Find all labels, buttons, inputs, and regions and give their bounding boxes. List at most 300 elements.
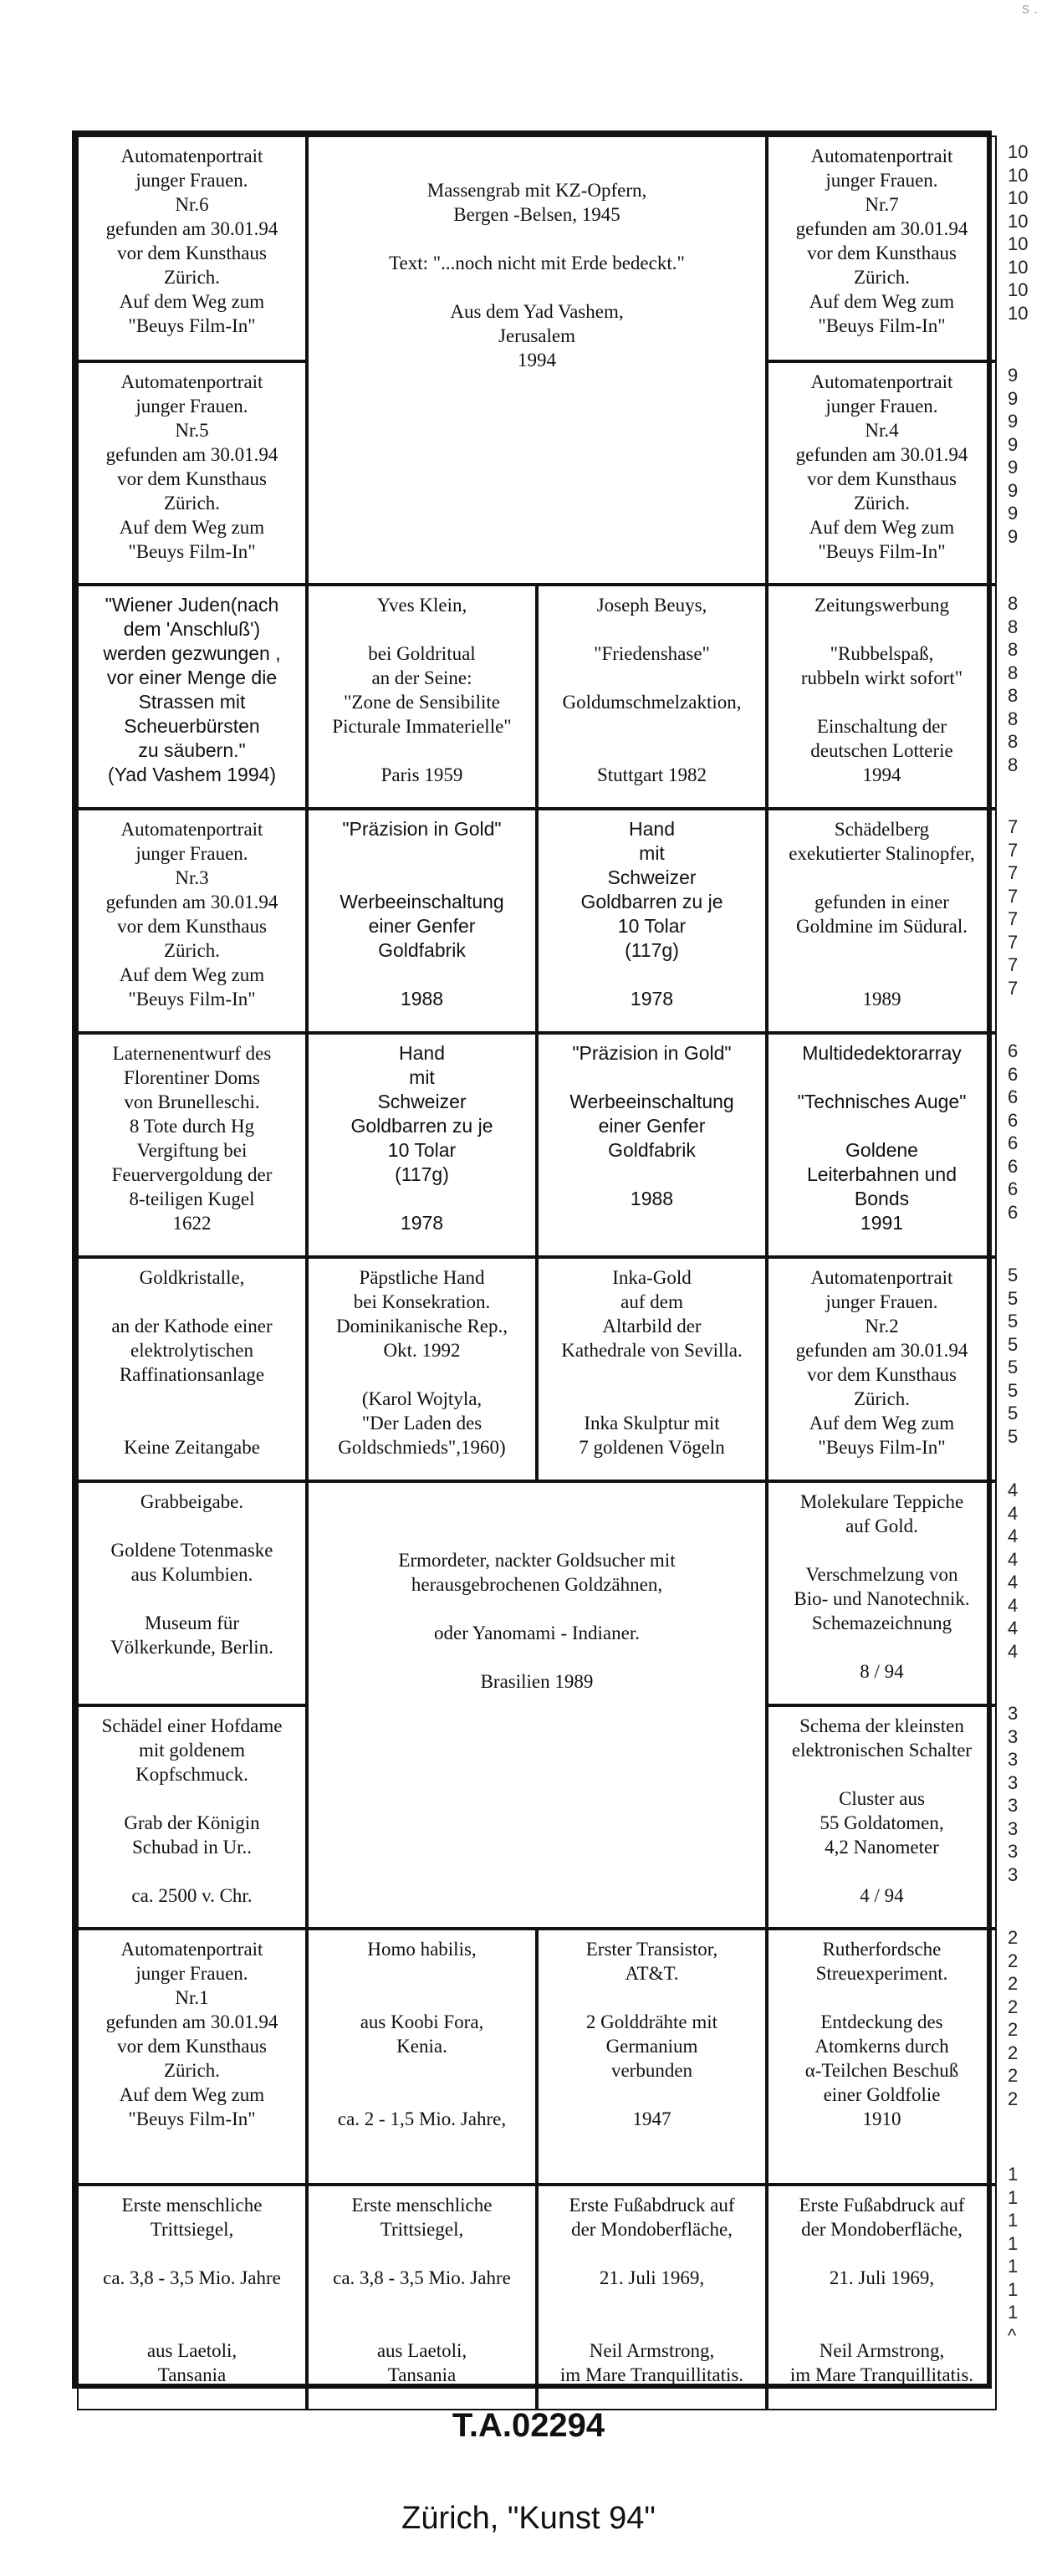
cell-line xyxy=(774,2241,990,2266)
cell-line: Museum für xyxy=(144,1613,240,1633)
cell-line xyxy=(84,2290,300,2314)
row-mark: 4 xyxy=(1008,1502,1019,1524)
cell-line: Bonds xyxy=(854,1188,910,1209)
cell-line: Völkerkunde, Berlin. xyxy=(110,1637,273,1658)
row-mark: 2 xyxy=(1008,1973,1019,1994)
cell-line: 1910 xyxy=(862,2108,901,2129)
row-mark: 2 xyxy=(1008,2088,1019,2109)
cell-line: der Mondoberfläche, xyxy=(571,2219,733,2240)
cell-r1c4 xyxy=(767,135,997,361)
cell-line: gefunden am 30.01.94 xyxy=(795,1340,968,1361)
cell-line: "Beuys Film-In" xyxy=(818,541,946,562)
cell-r5c2-hand-goldbarren xyxy=(307,1033,537,1257)
row-mark: 4 xyxy=(1008,1618,1019,1638)
cell-r7c2-goldsucher xyxy=(307,1481,767,1929)
cell-line xyxy=(774,963,990,987)
document-subtitle: Zürich, "Kunst 94" xyxy=(401,2501,656,2536)
row-mark: 6 xyxy=(1008,1155,1019,1177)
row-mark: 7 xyxy=(1008,931,1019,953)
row-mark: 9 xyxy=(1008,457,1019,478)
cell-line: AT&T. xyxy=(625,1963,679,1984)
cell-r5c4-multidedektorarray xyxy=(767,1033,997,1257)
row-mark: 7 xyxy=(1008,954,1019,975)
cell-line: ca. 3,8 - 3,5 Mio. Jahre xyxy=(103,2267,281,2288)
cell-line: Auf dem Weg zum xyxy=(809,291,955,312)
cell-line: "Rubbelspaß, xyxy=(830,643,934,664)
row-mark: 3 xyxy=(1008,1841,1019,1862)
cell-line: 1994 xyxy=(518,350,556,371)
cell-line: Auf dem Weg zum xyxy=(809,517,955,538)
cell-r7c4-molekulare-teppiche xyxy=(767,1481,997,1705)
cell-line xyxy=(544,1362,760,1387)
cell-line: vor dem Kunsthaus xyxy=(117,916,267,937)
cell-line: Goldkristalle, xyxy=(139,1267,245,1288)
cell-line: junger Frauen. xyxy=(135,396,248,417)
cell-r10c4-mondoberflaeche xyxy=(767,2185,997,2410)
cell-line xyxy=(84,1786,300,1811)
row-mark: 7 xyxy=(1008,839,1019,861)
cell-line: gefunden in einer xyxy=(814,892,949,912)
row-mark: 6 xyxy=(1008,1109,1019,1131)
cell-line: "Beuys Film-In" xyxy=(818,1437,946,1458)
cell-r2c4 xyxy=(767,361,997,585)
row-mark: 9 xyxy=(1008,503,1019,524)
cell-r5c1-laternenentwurf xyxy=(77,1033,307,1257)
cell-line: Laternenentwurf des xyxy=(112,1043,272,1064)
row-mark: 2 xyxy=(1008,1996,1019,2017)
cell-line: gefunden am 30.01.94 xyxy=(795,444,968,465)
cell-line: junger Frauen. xyxy=(825,170,938,191)
cell-line: Grab der Königin xyxy=(124,1812,260,1833)
cell-line: Rutherfordsche xyxy=(822,1939,942,1960)
row-mark: 8 xyxy=(1008,731,1019,752)
row-number-column xyxy=(1008,141,1041,2399)
cell-r7c1-grabbeigabe xyxy=(77,1481,307,1705)
cell-line xyxy=(314,2314,530,2338)
cell-line: aus Laetoli, xyxy=(146,2340,237,2361)
row-mark: 1 xyxy=(1008,2256,1019,2277)
cell-line: Schweizer xyxy=(607,866,697,888)
row-mark: 5 xyxy=(1008,1425,1019,1447)
cell-r6c1-goldkristalle xyxy=(77,1257,307,1481)
cell-line: "Friedenshase" xyxy=(594,643,710,664)
cell-line: Altarbild der xyxy=(602,1316,702,1337)
cell-line xyxy=(314,2058,530,2083)
cell-line xyxy=(544,2314,760,2338)
cell-line: auf dem xyxy=(620,1291,683,1312)
cell-line: Keine Zeitangabe xyxy=(124,1437,260,1458)
row-mark: 10 xyxy=(1008,187,1029,208)
cell-line: Text: "...noch nicht mit Erde bedeckt." xyxy=(389,253,685,273)
cell-line xyxy=(314,1986,530,2010)
cell-line xyxy=(544,1163,760,1187)
cell-line: (117g) xyxy=(395,1163,449,1185)
row-mark: 10 xyxy=(1008,164,1029,186)
row-marks-9 xyxy=(1008,364,1041,548)
cell-line: Scheuerbürsten xyxy=(124,715,260,737)
cell-line: Erste menschliche xyxy=(121,2195,263,2216)
cell-line: junger Frauen. xyxy=(135,1963,248,1984)
cell-line: 55 Goldatomen, xyxy=(820,1812,944,1833)
row-mark: 10 xyxy=(1008,302,1029,324)
cell-r1c1 xyxy=(77,135,307,361)
cell-line: Atomkerns durch xyxy=(814,2036,949,2057)
cell-line: Goldschmieds",1960) xyxy=(338,1437,506,1458)
row-mark: 4 xyxy=(1008,1480,1019,1500)
cell-line: vor dem Kunsthaus xyxy=(117,243,267,263)
row-mark: 4 xyxy=(1008,1526,1019,1546)
cell-line: Feuervergoldung der xyxy=(111,1164,273,1185)
cell-line xyxy=(774,2290,990,2314)
cell-line: Nr.5 xyxy=(175,420,209,441)
cell-line: mit goldenem xyxy=(138,1740,246,1761)
cell-line: Tansania xyxy=(387,2364,457,2385)
cell-line: Hand xyxy=(399,1042,445,1064)
cell-line: Strassen mit xyxy=(138,691,246,713)
cell-line: "Beuys Film-In" xyxy=(128,2108,256,2129)
row-mark: 8 xyxy=(1008,685,1019,706)
cell-line: vor dem Kunsthaus xyxy=(117,468,267,489)
cell-line xyxy=(84,1411,300,1435)
cell-line xyxy=(84,1587,300,1611)
cell-line xyxy=(544,1986,760,2010)
cell-line: werden gezwungen , xyxy=(103,642,281,664)
cell-line xyxy=(314,1524,760,1548)
cell-line: Werbeeinschaltung xyxy=(340,891,504,912)
cell-line: bei Goldritual xyxy=(368,643,476,664)
cell-line: Zeitungswerbung xyxy=(814,595,949,616)
cell-line: Leiterbahnen und xyxy=(806,1163,957,1185)
cell-r3c3-joseph-beuys xyxy=(537,585,767,809)
cell-line: Yves Klein, xyxy=(376,595,467,616)
cell-line: Automatenportrait xyxy=(120,146,263,166)
cell-line xyxy=(544,2083,760,2107)
row-mark: 9 xyxy=(1008,433,1019,455)
cell-line: aus Kolumbien. xyxy=(130,1564,253,1585)
row-mark: 5 xyxy=(1008,1311,1019,1331)
cell-line: der Mondoberfläche, xyxy=(801,2219,963,2240)
cell-line: Erste Fußabdruck auf xyxy=(799,2195,965,2216)
cell-line: junger Frauen. xyxy=(825,1291,938,1312)
cell-line: gefunden am 30.01.94 xyxy=(105,2011,278,2032)
cell-line xyxy=(544,1066,760,1090)
cell-line: 4 / 94 xyxy=(860,1885,904,1906)
row-mark: 10 xyxy=(1008,141,1029,162)
cell-line: Kopfschmuck. xyxy=(135,1764,248,1785)
cell-line: Bio- und Nanotechnik. xyxy=(794,1588,970,1609)
cell-line: ca. 2 - 1,5 Mio. Jahre, xyxy=(337,2108,507,2129)
cell-line: an der Seine: xyxy=(371,667,472,688)
cell-line: Picturale Immaterielle" xyxy=(332,716,512,737)
row-mark: 3 xyxy=(1008,1749,1019,1770)
cell-line: Nr.7 xyxy=(865,194,899,215)
row-mark: ^ xyxy=(1008,2324,1017,2346)
cell-line: "Beuys Film-In" xyxy=(128,989,256,1009)
row-mark: 3 xyxy=(1008,1817,1019,1839)
cell-r4c4-schaedelberg xyxy=(767,809,997,1033)
cell-line xyxy=(314,1187,530,1211)
cell-line xyxy=(774,1635,990,1659)
row-mark: 10 xyxy=(1008,256,1029,278)
row-mark: 8 xyxy=(1008,639,1019,660)
cell-line: Schädel einer Hofdame xyxy=(101,1715,283,1736)
row-marks-2 xyxy=(1008,1926,1041,2110)
row-mark: 1 xyxy=(1008,2186,1019,2208)
row-marks-4 xyxy=(1008,1479,1041,1663)
row-mark: 10 xyxy=(1008,279,1029,300)
cell-line: Nr.6 xyxy=(175,194,209,215)
cell-line: 2 Golddrähte mit xyxy=(585,2011,718,2032)
cell-r8c1-schaedel-hofdame xyxy=(77,1705,307,1929)
cell-line: gefunden am 30.01.94 xyxy=(105,444,278,465)
cell-line xyxy=(314,1645,760,1669)
cell-line: mit xyxy=(639,842,665,864)
cell-line: 1994 xyxy=(862,764,901,785)
cell-line: 1988 xyxy=(400,988,444,1009)
row-mark: 8 xyxy=(1008,708,1019,729)
cell-r6c4 xyxy=(767,1257,997,1481)
cell-line: Paris 1959 xyxy=(380,764,463,785)
cell-line: 21. Juli 1969, xyxy=(599,2267,705,2288)
cell-line: Zürich. xyxy=(163,493,221,514)
row-mark: 10 xyxy=(1008,233,1029,254)
cell-line: 8 / 94 xyxy=(860,1661,904,1682)
cell-line: Okt. 1992 xyxy=(383,1340,461,1361)
cell-r9c4-rutherford xyxy=(767,1929,997,2185)
artwork-table xyxy=(72,130,992,2389)
cell-r9c1 xyxy=(77,1929,307,2185)
cell-line: 10 Tolar xyxy=(387,1139,457,1161)
cell-line: exekutierter Stalinopfer, xyxy=(789,843,975,864)
cell-line: Neil Armstrong, xyxy=(589,2340,715,2361)
cell-r3c2-yves-klein xyxy=(307,585,537,809)
cell-line xyxy=(314,1362,530,1387)
cell-line: vor dem Kunsthaus xyxy=(807,468,957,489)
cell-line: dem 'Anschluß') xyxy=(123,618,261,640)
cell-line: Multidedektorarray xyxy=(802,1042,962,1064)
cell-line: Schemazeichnung xyxy=(811,1613,952,1633)
cell-line: Streuexperiment. xyxy=(815,1963,948,1984)
cell-line: Werbeeinschaltung xyxy=(569,1091,734,1112)
cell-line: einer Genfer xyxy=(598,1115,706,1137)
cell-line: "Präzision in Gold" xyxy=(342,818,502,840)
cell-line: Trittsiegel, xyxy=(380,2219,464,2240)
row-mark: 5 xyxy=(1008,1403,1019,1423)
cell-r4c2-praezision-in-gold xyxy=(307,809,537,1033)
cell-line: "Beuys Film-In" xyxy=(818,315,946,336)
cell-line: Cluster aus xyxy=(839,1788,925,1809)
cell-r6c2-paepstliche-hand xyxy=(307,1257,537,1481)
cell-line: Zürich. xyxy=(853,493,911,514)
cell-line: Nr.3 xyxy=(175,867,209,888)
cell-line xyxy=(84,1290,300,1314)
cell-line: Homo habilis, xyxy=(367,1939,477,1960)
cell-line xyxy=(314,2083,530,2107)
row-mark: 5 xyxy=(1008,1357,1019,1377)
cell-r10c2-trittsiegel xyxy=(307,2185,537,2410)
cell-r3c4-zeitungswerbung xyxy=(767,585,997,809)
cell-line: Brasilien 1989 xyxy=(480,1671,594,1692)
cell-line xyxy=(544,739,760,763)
cell-line: vor dem Kunsthaus xyxy=(807,243,957,263)
row-mark: 1 xyxy=(1008,2302,1019,2323)
row-mark: 8 xyxy=(1008,662,1019,683)
cell-r6c3-inka-gold xyxy=(537,1257,767,1481)
cell-line: 4,2 Nanometer xyxy=(825,1837,939,1858)
cell-line: Automatenportrait xyxy=(810,146,953,166)
cell-line: Dominikanische Rep., xyxy=(335,1316,508,1337)
cell-line: im Mare Tranquillitatis. xyxy=(789,2364,974,2385)
cell-line: von Brunelleschi. xyxy=(124,1091,260,1112)
cell-line: Kathedrale von Sevilla. xyxy=(561,1340,743,1361)
row-mark: 1 xyxy=(1008,2164,1019,2185)
cell-line xyxy=(774,1538,990,1562)
cell-line xyxy=(774,690,990,714)
cell-line: 1989 xyxy=(862,989,901,1009)
cell-line: junger Frauen. xyxy=(135,843,248,864)
cell-line: Kenia. xyxy=(396,2036,447,2057)
row-mark: 8 xyxy=(1008,616,1019,637)
row-marks-1 xyxy=(1008,2163,1041,2347)
corner-fragment-text: s . xyxy=(1022,0,1039,17)
cell-line: Päpstliche Hand xyxy=(359,1267,485,1288)
cell-line: Nr.4 xyxy=(865,420,899,441)
cell-line: Inka Skulptur mit xyxy=(584,1413,720,1434)
cell-line: Schädelberg xyxy=(834,819,930,840)
cell-line xyxy=(774,617,990,641)
row-mark: 9 xyxy=(1008,525,1019,547)
cell-line: junger Frauen. xyxy=(825,396,938,417)
cell-line: Aus dem Yad Vashem, xyxy=(450,301,624,322)
cell-line: Nr.1 xyxy=(175,1987,209,2008)
cell-line xyxy=(544,617,760,641)
cell-r4c3-hand-goldbarren xyxy=(537,809,767,1033)
cell-line xyxy=(314,739,530,763)
row-mark: 9 xyxy=(1008,411,1019,432)
cell-line: Verschmelzung von xyxy=(805,1564,958,1585)
cell-line: 8-teiligen Kugel xyxy=(129,1188,255,1209)
cell-r10c1-trittsiegel xyxy=(77,2185,307,2410)
row-mark: 2 xyxy=(1008,2065,1019,2086)
cell-line xyxy=(314,866,530,890)
cell-line: Tansania xyxy=(157,2364,227,2385)
cell-line: Automatenportrait xyxy=(120,1939,263,1960)
cell-line: ca. 2500 v. Chr. xyxy=(131,1885,253,1906)
cell-line: Automatenportrait xyxy=(120,819,263,840)
cell-line: einer Genfer xyxy=(368,915,476,937)
cell-line: 1947 xyxy=(632,2108,671,2129)
row-mark: 4 xyxy=(1008,1594,1019,1616)
cell-line: (117g) xyxy=(625,939,679,961)
cell-line: 10 Tolar xyxy=(617,915,687,937)
row-mark: 2 xyxy=(1008,1950,1019,1971)
cell-line: Nr.2 xyxy=(865,1316,899,1337)
cell-line: elektrolytischen xyxy=(130,1340,253,1361)
cell-line xyxy=(774,1986,990,2010)
cell-line: "Technisches Auge" xyxy=(797,1091,967,1112)
cell-line xyxy=(84,1387,300,1411)
row-mark: 6 xyxy=(1008,1201,1019,1223)
cell-line xyxy=(314,1961,530,1986)
cell-line: Einschaltung der xyxy=(816,716,947,737)
cell-line: Erste Fußabdruck auf xyxy=(569,2195,735,2216)
row-mark: 2 xyxy=(1008,1927,1019,1948)
cell-line: Schweizer xyxy=(377,1091,467,1112)
cell-r8c4-schema-schalter xyxy=(767,1705,997,1929)
row-marks-3 xyxy=(1008,1702,1041,1886)
cell-line: "Zone de Sensibilite xyxy=(344,692,500,713)
cell-line: bei Konsekration. xyxy=(353,1291,491,1312)
row-mark: 3 xyxy=(1008,1725,1019,1747)
cell-line: Raffinationsanlage xyxy=(119,1364,265,1385)
cell-line: gefunden am 30.01.94 xyxy=(105,892,278,912)
row-mark: 1 xyxy=(1008,2232,1019,2254)
cell-line: gefunden am 30.01.94 xyxy=(105,218,278,239)
cell-line: Hand xyxy=(629,818,675,840)
cell-r2c1 xyxy=(77,361,307,585)
cell-line xyxy=(544,2241,760,2266)
cell-line: "Beuys Film-In" xyxy=(128,315,256,336)
cell-line: "Der Laden des xyxy=(361,1413,483,1434)
cell-line: Auf dem Weg zum xyxy=(809,1413,955,1434)
cell-line xyxy=(774,2314,990,2338)
cell-line: deutschen Lotterie xyxy=(810,740,953,761)
cell-line: im Mare Tranquillitatis. xyxy=(559,2364,744,2385)
cell-r5c3-praezision-in-gold xyxy=(537,1033,767,1257)
row-mark: 5 xyxy=(1008,1287,1019,1309)
cell-r1c2-massengrab xyxy=(307,135,767,585)
cell-line: Auf dem Weg zum xyxy=(119,517,265,538)
cell-line xyxy=(314,154,760,178)
cell-line: elektronischen Schalter xyxy=(791,1740,973,1761)
cell-line: 1622 xyxy=(172,1213,212,1234)
cell-r10c3-mondoberflaeche xyxy=(537,2185,767,2410)
cell-line: Automatenportrait xyxy=(810,1267,953,1288)
row-mark: 5 xyxy=(1008,1265,1019,1285)
cell-line xyxy=(314,617,530,641)
cell-line: ca. 3,8 - 3,5 Mio. Jahre xyxy=(333,2267,511,2288)
cell-line: Schema der kleinsten xyxy=(799,1715,964,1736)
cell-line xyxy=(774,938,990,963)
cell-line: Zürich. xyxy=(853,267,911,288)
cell-line: Automatenportrait xyxy=(810,371,953,392)
cell-line: vor dem Kunsthaus xyxy=(807,1364,957,1385)
cell-line xyxy=(544,1387,760,1411)
cell-line: Trittsiegel, xyxy=(150,2219,234,2240)
cell-line: vor einer Menge die xyxy=(106,667,278,688)
cell-r3c1-wiener-juden xyxy=(77,585,307,809)
cell-line: "Wiener Juden(nach xyxy=(105,594,279,616)
cell-line: Jerusalem xyxy=(498,325,575,346)
cell-line: junger Frauen. xyxy=(135,170,248,191)
cell-line: herausgebrochenen Goldzähnen, xyxy=(411,1574,663,1595)
row-marks-6 xyxy=(1008,1040,1041,1224)
document-title: T.A.02294 xyxy=(452,2407,605,2444)
cell-line: 7 goldenen Vögeln xyxy=(579,1437,725,1458)
cell-line xyxy=(544,666,760,690)
cell-line: Automatenportrait xyxy=(120,371,263,392)
cell-line: (Yad Vashem 1994) xyxy=(107,764,277,785)
cell-line: Vergiftung bei xyxy=(136,1140,248,1161)
row-mark: 5 xyxy=(1008,1379,1019,1401)
cell-line: Goldfabrik xyxy=(378,939,466,961)
cell-line: oder Yanomami - Indianer. xyxy=(434,1623,640,1643)
cell-line: einer Goldfolie xyxy=(823,2084,941,2105)
cell-line: Ermordeter, nackter Goldsucher mit xyxy=(398,1550,676,1571)
cell-line: rubbeln wirkt sofort" xyxy=(800,667,963,688)
row-mark: 7 xyxy=(1008,908,1019,929)
cell-line: Goldfabrik xyxy=(608,1139,696,1161)
